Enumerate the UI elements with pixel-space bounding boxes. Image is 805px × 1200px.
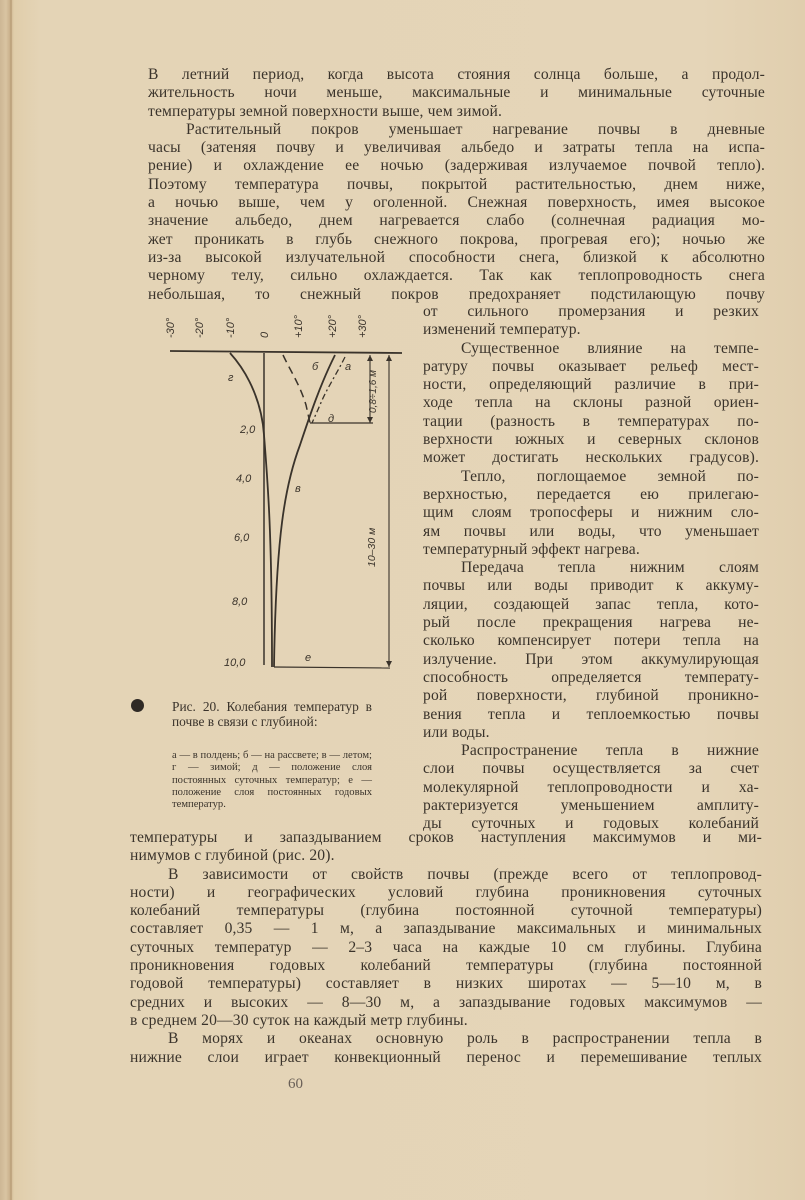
- label-summer: в: [295, 483, 301, 495]
- paragraph-relief: [423, 340, 759, 468]
- text-line: рение) и охлаждение ее ночью (задерживая излучаемое почвой тепло).: [148, 157, 765, 175]
- text-line: способность определяется температу-: [423, 668, 759, 686]
- text-line: Поэтому температура почвы, покрытой растительностью, днем ниже,: [148, 175, 765, 193]
- text-line: небольшая, то снежный покров предохраняет подстилающую почву: [148, 285, 765, 303]
- text-line: тации (разность в температурах по-: [423, 412, 759, 430]
- depth-10: 10,0: [224, 657, 246, 669]
- text-line: жительность ночи меньше, максимальные и минимальные суточные: [148, 84, 765, 102]
- text-line: нимумов с глубиной (рис. 20).: [130, 847, 335, 865]
- text-line: в среднем 20—30 суток на каждый метр глубины.: [130, 1011, 468, 1029]
- text-line: В зависимости от свойств почвы (прежде всего от теплопровод-: [168, 865, 762, 883]
- text-line: ды суточных и годовых колебаний: [423, 815, 759, 833]
- paragraph-propagation-cont: [130, 829, 762, 866]
- text-line: почвы или воды приводит к аккуму-: [423, 577, 759, 595]
- text-line: значение альбедо, днем нагревается слабо (солнечная радиация мо-: [148, 212, 765, 230]
- text-line: рый после прекращения нагрева не-: [423, 614, 759, 632]
- text-line: проникновения годовых колебаний температуры (глубина постоянной: [130, 957, 762, 975]
- tick-minus-10: -10°: [225, 317, 237, 338]
- text-line: или воды.: [423, 723, 490, 741]
- label-winter: г: [228, 372, 234, 384]
- text-line: от сильного промерзания и резких: [423, 303, 759, 320]
- text-line: ляции, создающей запас тепла, кото-: [423, 595, 759, 613]
- side-text-block: [423, 303, 759, 834]
- text-line: ям почвы или воды, что уменьшает: [423, 522, 759, 540]
- text-line: суточных температур — 2–3 часа на каждые 10 см глубины. Глубина: [130, 938, 762, 956]
- page-number: 60: [288, 1076, 303, 1092]
- tick-plus-10: +10°: [293, 314, 305, 338]
- text-line: Тепло, поглощаемое земной по-: [461, 467, 759, 485]
- text-line: из-за высокой излучательной способности снега, близкой к абсолютно: [148, 248, 765, 266]
- soil-temperature-diagram: [140, 305, 415, 690]
- curve-winter: [230, 353, 272, 667]
- text-line: средних и высоких — 8—30 м, а запаздывание годовых максимумов —: [130, 993, 762, 1011]
- label-noon: а: [345, 361, 352, 373]
- curve-summer: [274, 355, 335, 667]
- paragraph-propagation: [423, 742, 759, 833]
- text-line: сколько компенсирует потери тепла на: [423, 632, 759, 650]
- bottom-text-block: [130, 829, 762, 1067]
- tick-plus-20: +20°: [327, 314, 339, 338]
- figure-soil-temperature-depth: [140, 305, 415, 690]
- paragraph-summer: [148, 66, 765, 121]
- figure-caption-legend: а — в полдень; б — на рассвете; в — летом; г — зимой; д — положение слоя постоянных суточных температур; е — положение слоя постоянных годовых температур.: [172, 750, 372, 811]
- text-line: составляет 0,35 — 1 м, а запаздывание максимальных и минимальных: [130, 920, 762, 938]
- text-line: температуры земной поверхности выше, чем зимой.: [148, 102, 503, 120]
- text-line: температурный эффект нагрева.: [423, 540, 640, 558]
- depth-2: 2,0: [240, 424, 256, 436]
- text-line: изменений температур.: [423, 321, 581, 339]
- depth-4: 4,0: [236, 473, 252, 485]
- text-line: ходе тепла на склоны разной ориен-: [423, 394, 759, 412]
- text-line: может достигать нескольких градусов).: [423, 449, 759, 467]
- top-text-block: [148, 66, 765, 304]
- paragraph-vegetation: [148, 121, 765, 304]
- depth-6: 6,0: [234, 532, 250, 544]
- text-line: В морях и океанах основную роль в распространении тепла в: [168, 1030, 762, 1048]
- tick-minus-20: -20°: [194, 317, 206, 338]
- paragraph-seas: [130, 1030, 762, 1067]
- text-line: Передача тепла нижним слоям: [461, 559, 759, 577]
- label-annual-constant: е: [305, 652, 312, 664]
- text-line: часы (затеняя почву и увеличивая альбедо и затраты тепла на испа-: [148, 139, 765, 157]
- tick-plus-30: +30°: [357, 314, 369, 338]
- text-line: колебаний температуры (глубина постоянной суточной температуры): [130, 902, 762, 920]
- surface-line: [170, 351, 402, 353]
- text-line: Распространение тепла в нижние: [461, 742, 759, 760]
- annual-constant-line: [274, 667, 390, 668]
- label-dawn: б: [312, 361, 319, 373]
- text-line: годовой температуры) составляет в низких широтах — 5—10 м, в: [130, 975, 762, 993]
- dim-annual-depth: 10–30 м: [366, 527, 378, 567]
- text-line: черному телу, сильно охлаждается. Так как теплопроводность снега: [148, 267, 765, 285]
- label-daily-constant: д: [328, 413, 335, 425]
- bullet-icon: [131, 699, 144, 712]
- text-line: ности, определяющий различие в при-: [423, 376, 759, 394]
- paragraph-depth-dependence: [130, 866, 762, 1031]
- text-line: рой поверхности, глубиной проникно-: [423, 687, 759, 705]
- text-line: верхностью, передается ею прилегаю-: [423, 485, 759, 503]
- text-line: молекулярной теплопроводности и ха-: [423, 778, 759, 796]
- text-line: щим слоям тропосферы и нижним сло-: [423, 504, 759, 522]
- paragraph-heat-absorbed: [423, 468, 759, 559]
- text-line: Растительный покров уменьшает нагревание почвы в дневные: [186, 120, 765, 138]
- text-line: а ночью выше, чем у оголенной. Снежная поверхность, имея высокое: [148, 194, 765, 212]
- paragraph-heat-transfer: [423, 559, 759, 742]
- tick-minus-30: -30°: [165, 317, 177, 338]
- text-line: слои почвы осуществляется за счет: [423, 760, 759, 778]
- book-spine-edge: [10, 0, 12, 1200]
- depth-8: 8,0: [232, 596, 248, 608]
- text-line: излучение. При этом аккумулирующая: [423, 650, 759, 668]
- tick-zero: 0: [259, 331, 271, 338]
- paragraph-vegetation-cont: [423, 303, 759, 340]
- text-line: рактеризуется уменьшением амплиту-: [423, 797, 759, 815]
- curve-dawn: [283, 355, 310, 423]
- text-line: Существенное влияние на темпе-: [461, 339, 759, 357]
- dim-daily-depth: 0,8÷1,6 м: [368, 370, 379, 413]
- text-line: нижние слои играет конвекционный перенос и перемешивание теплых: [130, 1048, 762, 1066]
- text-line: вения тепла и теплоемкостью почвы: [423, 705, 759, 723]
- text-line: жет проникать в глубь снежного покрова, прогревая его); ночью же: [148, 230, 765, 248]
- text-line: температуры и запаздыванием сроков наступления максимумов и ми-: [130, 829, 762, 846]
- figure-caption-title: Рис. 20. Колебания температур в почве в связи с глубиной:: [172, 699, 372, 729]
- text-line: ности) и географических условий глубина проникновения суточных: [130, 883, 762, 901]
- text-line: В летний период, когда высота стояния солнца больше, а продол-: [148, 66, 765, 83]
- text-line: ратуру почвы оказывает рельеф мест-: [423, 357, 759, 375]
- text-line: верхности южных и северных склонов: [423, 431, 759, 449]
